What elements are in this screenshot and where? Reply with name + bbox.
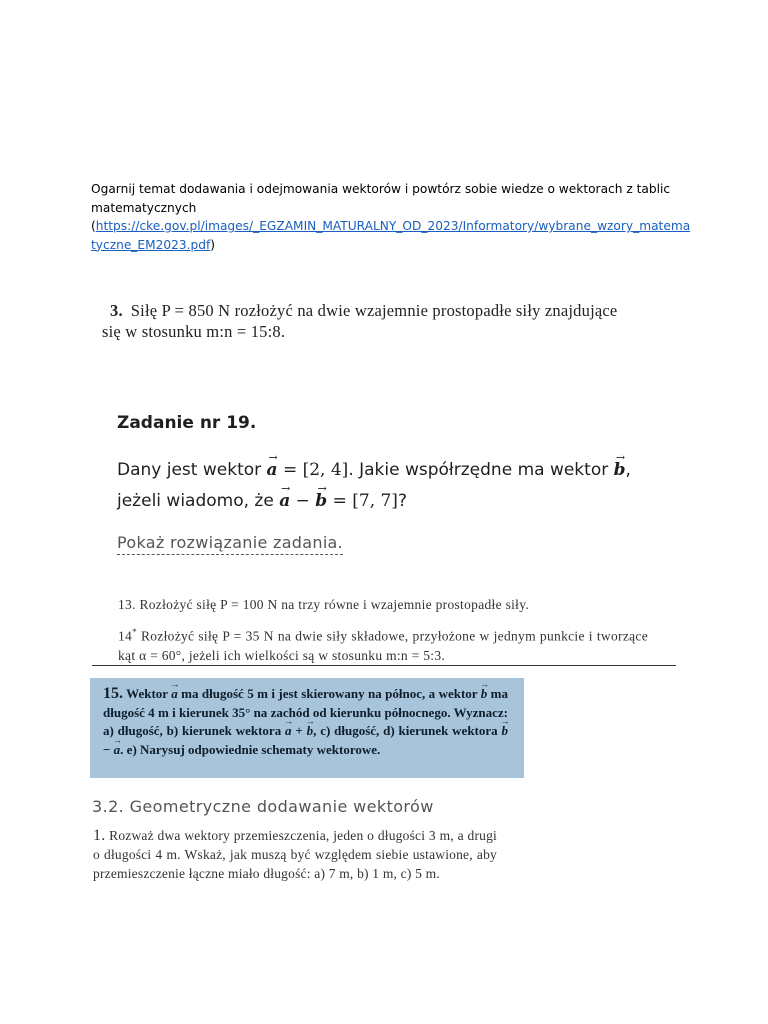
task-19 (117, 413, 677, 555)
vector-b-symbol-3: → b (481, 685, 488, 704)
task-15-plus: + (291, 723, 307, 738)
section-3-2-heading: 3.2. Geometryczne dodawanie wektorów (92, 797, 434, 816)
intro-paren-close: ) (210, 237, 216, 252)
intro-paragraph (91, 180, 691, 254)
task-1-text: Rozważ dwa wektory przemieszczenia, jeden o długości 3 m, a drugi o długości 4 m. Wskaż, jak muszą być względem siebie ustawione, aby przemieszczenie łączne miało długość: a) 7 m, b) 1 m, c) 5 m. (93, 828, 497, 881)
task-1 (93, 826, 497, 883)
formula-tables-link[interactable]: https://cke.gov.pl/images/_EGZAMIN_MATURALNY_OD_2023/Informatory/wybrane_wzory_matematyczne_EM2023.pdf (91, 219, 691, 252)
task-19-text-3: , (625, 460, 631, 480)
vector-a-symbol-4: → a (285, 722, 292, 741)
task-19-text-1: Dany jest wektor (117, 460, 267, 480)
task-19-body (117, 455, 677, 517)
task-15-box (90, 678, 524, 778)
vector-a-symbol-5: → a (114, 741, 121, 760)
task-19-text-4: jeżeli wiadomo, że (117, 491, 280, 511)
task-14-mark: * (132, 627, 137, 637)
task-15-text-2: ma długość 5 m i jest skierowany na północ, a wektor (177, 686, 481, 701)
vector-b-symbol-4: → b (307, 722, 314, 741)
vector-b-symbol-2: → b (315, 486, 327, 517)
task-15-number: 15. (103, 685, 123, 702)
task-15-text-1: Wektor (123, 686, 172, 701)
task-15-text-4: , c) długość, d) kierunek wektora (313, 723, 502, 738)
vector-a-symbol-2: → a (279, 486, 290, 517)
task-19-title: Zadanie nr 19. (117, 413, 257, 433)
task-14-text: Rozłożyć siłę P = 35 N na dwie siły składowe, przyłożone w jednym punkcie i tworzące kąt α = 60°, jeżeli ich wielkości są w stosunku m:n = 5:3. (118, 628, 648, 663)
vector-b-symbol-5: → b (502, 722, 509, 741)
task-14 (118, 623, 648, 665)
task-19-text-5: ? (397, 491, 407, 511)
task-14-number: 14 (118, 628, 133, 644)
task-19-eq-a: = [2, 4] (277, 460, 349, 480)
intro-paren-open: ( (91, 219, 96, 233)
task-3-line2: się w stosunku m:n = 15:8. (102, 322, 286, 341)
task-3-number: 3. (110, 301, 123, 320)
task-13: 13. Rozłożyć siłę P = 100 N na trzy równe i wzajemnie prostopadłe siły. (118, 597, 530, 612)
vector-b-symbol: → b (614, 455, 626, 486)
intro-text: Ogarnij temat dodawania i odejmowania wektorów i powtórz sobie wiedze o wektorach z tablic matematycznych (91, 182, 671, 215)
task-15-text-5: . e) Narysuj odpowiednie schematy wektorowe. (120, 741, 381, 757)
task-1-number: 1. (93, 827, 106, 844)
task-15-minus: − (103, 741, 114, 757)
task-19-minus: − (290, 491, 316, 511)
task-19-text-2: . Jakie współrzędne ma wektor (348, 460, 614, 480)
show-solution-link[interactable]: Pokaż rozwiązanie zadania. (117, 533, 343, 555)
vector-a-symbol: → a (267, 455, 278, 486)
divider-line (92, 665, 676, 666)
task-15 (103, 685, 508, 759)
task-3 (96, 300, 676, 342)
vector-a-symbol-3: → a (171, 685, 178, 704)
task-19-eq-diff: = [7, 7] (327, 491, 398, 511)
task-3-line1: Siłę P = 850 N rozłożyć na dwie wzajemnie prostopadłe siły znajdujące (130, 301, 618, 320)
task-15-text-3: ma długość 4 m i kierunek 35° na zachód od kierunku północnego. Wyznacz: a) długość, b) kierunek wektora (103, 686, 508, 738)
